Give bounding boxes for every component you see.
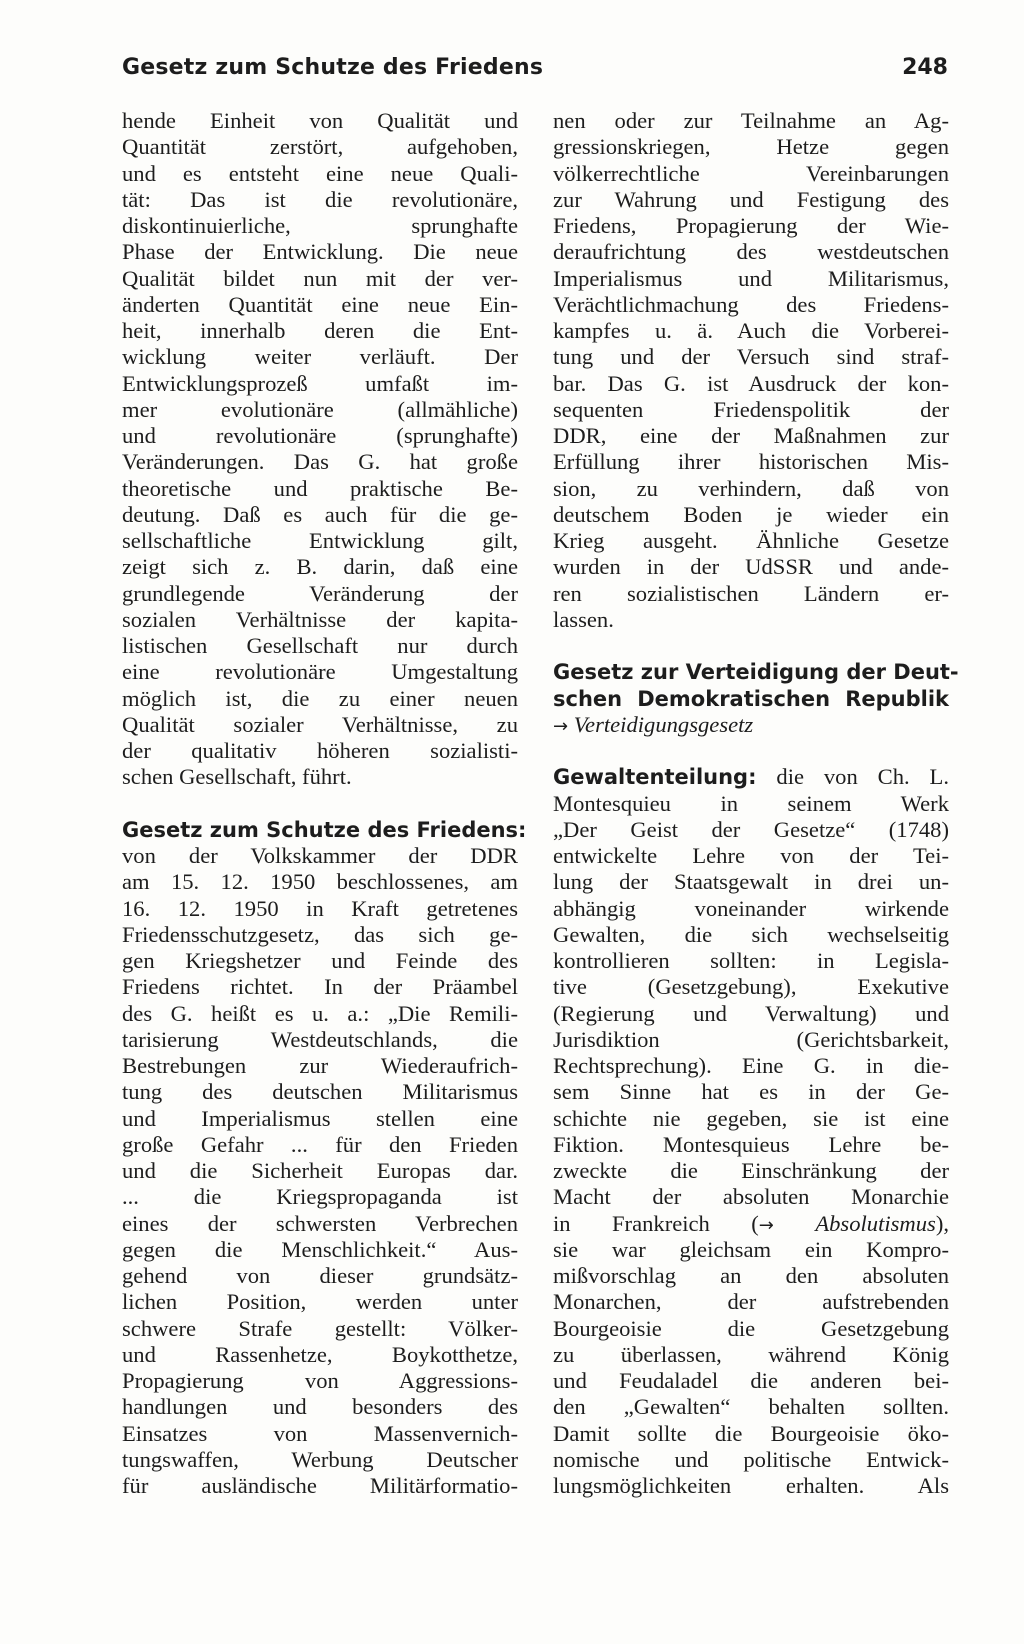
text-line: eines der schwersten Verbrechen	[122, 1210, 518, 1236]
cross-reference-arrow-icon: →	[758, 1214, 774, 1236]
entry-headword: Gewaltenteilung:	[553, 765, 757, 790]
text-line: lung der Staatsgewalt in drei un-	[553, 869, 949, 895]
text-line: und es entsteht eine neue Quali-	[122, 160, 518, 186]
text-line: entwickelte Lehre von der Tei-	[553, 843, 949, 868]
text-line: Erfüllung ihrer historischen Mis-	[553, 449, 949, 475]
text-line: mer evolutionäre (allmähliche)	[122, 396, 518, 422]
entry-gewaltenteilung: Gewaltenteilung: die von Ch. L. Montesquieu in seinem Werk „Der Geist der Gesetze“ (1748) entwickelte Lehre von der Tei- lung der Staatsgewalt in drei un- abhängig voneinander wirkende Gewalten, die sich wechselseitig kontrollieren sollten: in Legisla- tive (Gesetzgebung), Exekutive (Regierung und Verwaltung) und Jurisdiktion (Gerichtsbarkeit, Rechtsprechung). Eine G. in die- sem Sinne hat es in der Ge- schichte nie gegeben, sie ist eine Fiktion. Montesquieus Lehre be- zweckte die Einschränkung der Macht der absoluten Monarchie in Frankreich (→ Absolutismus), sie war gleichsam ein Kompro- mißvorschlag an den absoluten Monarchen, der aufstrebenden Bourgeoisie die Gesetzgebung zu überlassen, während König und Feudaladel die anderen bei- den „Gewalten“ behalten sollten. Damit sollte die Bourgeoisie öko- nomische und politische Entwick- lungsmöglichkeiten erhalten. Als	[553, 764, 950, 1498]
entry-gesetz-zur-verteidigung	[553, 659, 959, 738]
text-line: Macht der absoluten Monarchie	[553, 1184, 949, 1210]
entry-headword: Gesetz zur Verteidigung der Deut-	[553, 660, 959, 685]
text-line: listischen Gesellschaft nur durch	[122, 633, 518, 658]
text-line: DDR, eine der Maßnahmen zur	[553, 423, 949, 448]
text-line: gressionskriegen, Hetze gegen	[553, 134, 949, 160]
text-line: Friedens, Propagierung der Wie-	[553, 213, 949, 238]
text-line: der qualitativ höheren sozialisti-	[122, 738, 518, 763]
text-line: Imperialismus und Militarismus,	[553, 265, 949, 291]
text-line: tät: Das ist die revolutionäre,	[122, 186, 518, 212]
text-line: ... die Kriegspropaganda ist	[122, 1184, 518, 1210]
text-line: lungsmöglichkeiten erhalten. Als	[553, 1473, 949, 1498]
text-line: sem Sinne hat es in der Ge-	[553, 1079, 949, 1105]
text-line: Propagierung von Aggressions-	[122, 1368, 518, 1393]
text-line: zweckte die Einschränkung der	[553, 1158, 949, 1183]
text-line: und Rassenhetze, Boykotthetze,	[122, 1341, 518, 1367]
text-line: tung des deutschen Militarismus	[122, 1079, 518, 1105]
continued-paragraph	[122, 108, 518, 791]
text-line: eine revolutionäre Umgestaltung	[122, 659, 518, 685]
text-line: Fiktion. Montesquieus Lehre be-	[553, 1131, 949, 1157]
text-line: für ausländische Militärformatio-	[122, 1473, 518, 1498]
entry-body	[553, 791, 949, 1211]
text-line: deutung. Daß es auch für die ge-	[122, 501, 518, 527]
text-line: Gewalten, die sich wechselseitig	[553, 921, 949, 947]
text-line: änderten Quantität eine neue Ein-	[122, 291, 518, 317]
text-line: des G. heißt es u. a.: „Die Remili-	[122, 1000, 518, 1026]
entry-body-continued	[553, 1237, 949, 1500]
text-line: abhängig voneinander wirkende	[553, 895, 949, 921]
cross-reference-arrow-icon: →	[553, 715, 569, 737]
text-line: Qualität sozialer Verhältnisse, zu	[122, 711, 518, 737]
text-line: sellschaftliche Entwicklung gilt,	[122, 528, 518, 553]
page-number: 248	[902, 55, 948, 80]
text-line: deutschem Boden je wieder ein	[553, 501, 949, 527]
text-line: Friedensschutzgesetz, das sich ge-	[122, 921, 518, 947]
text-line: und revolutionäre (sprunghafte)	[122, 423, 518, 448]
text-line: grundlegende Veränderung der	[122, 580, 518, 606]
text-line: sie war gleichsam ein Kompro-	[553, 1236, 949, 1262]
text-line: handlungen und besonders des	[122, 1394, 518, 1420]
text-line: den „Gewalten“ behalten sollten.	[553, 1394, 949, 1420]
text-line: schen Gesellschaft, führt.	[122, 764, 352, 790]
text-line: schichte nie gegeben, sie ist eine	[553, 1105, 949, 1131]
text-line: lichen Position, werden unter	[122, 1289, 518, 1315]
text-line: zur Wahrung und Festigung des	[553, 186, 949, 212]
text-line: Qualität bildet nun mit der ver-	[122, 265, 518, 291]
text-line: tungswaffen, Werbung Deutscher	[122, 1446, 518, 1472]
text-line: Verächtlichmachung des Friedens-	[553, 291, 949, 317]
running-head-title: Gesetz zum Schutze des Friedens	[122, 55, 544, 80]
text-line: Monarchen, der aufstrebenden	[553, 1289, 949, 1315]
text-line: nomische und politische Entwick-	[553, 1446, 949, 1472]
text-line: große Gefahr ... für den Frieden	[122, 1131, 518, 1157]
text-line: völkerrechtliche Vereinbarungen	[553, 160, 949, 186]
text-line: und Imperialismus stellen eine	[122, 1105, 518, 1131]
text-line: „Der Geist der Gesetze“ (1748)	[553, 816, 949, 842]
entry-headword: Gesetz zum Schutze des Friedens:	[122, 817, 527, 842]
text-line: diskontinuierliche, sprunghafte	[122, 213, 518, 238]
text-line: hende Einheit von Qualität und	[122, 108, 518, 133]
text-line: Bestrebungen zur Wiederaufrich-	[122, 1053, 518, 1078]
text-line: sequenten Friedenspolitik der	[553, 396, 949, 422]
text-line: tive (Gesetzgebung), Exekutive	[553, 974, 949, 1000]
left-column	[122, 108, 527, 1499]
text-line: Jurisdiktion (Gerichtsbarkeit,	[553, 1026, 949, 1052]
text-line: kontrollieren sollten: in Legisla-	[553, 948, 949, 973]
text-line: lassen.	[553, 606, 614, 632]
text-line: bar. Das G. ist Ausdruck der kon-	[553, 370, 949, 396]
text-line: sozialen Verhältnisse der kapita-	[122, 606, 518, 632]
right-column	[553, 108, 959, 1499]
text-line: Friedens richtet. In der Präambel	[122, 974, 518, 1000]
text-line: kampfes u. ä. Auch die Vorberei-	[553, 318, 949, 343]
text-line: gehend von dieser grundsätz-	[122, 1263, 518, 1288]
entry-headword-continued: schen Demokratischen Republik	[553, 686, 949, 711]
text-line: tung und der Versuch sind straf-	[553, 344, 949, 370]
text-line: zeigt sich z. B. darin, daß eine	[122, 554, 518, 580]
text-line: sion, zu verhindern, daß von	[553, 475, 949, 501]
text-line: Bourgeoisie die Gesetzgebung	[553, 1315, 949, 1341]
text-line: Veränderungen. Das G. hat große	[122, 449, 518, 475]
text-line: Damit sollte die Bourgeoisie öko-	[553, 1420, 949, 1446]
text-line: schwere Strafe gestellt: Völker-	[122, 1315, 518, 1341]
text-line: theoretische und praktische Be-	[122, 475, 518, 501]
text-line: mißvorschlag an den absoluten	[553, 1263, 949, 1288]
text-line: Rechtsprechung). Eine G. in die-	[553, 1053, 949, 1078]
text-line: möglich ist, die zu einer neuen	[122, 685, 518, 711]
entry-body	[122, 843, 518, 1499]
text-line: und Feudaladel die anderen bei-	[553, 1368, 949, 1393]
entry-text: die von Ch. L.	[776, 764, 949, 790]
text-line: Quantität zerstört, aufgehoben,	[122, 134, 518, 160]
text-line: Entwicklungsprozeß umfaßt im-	[122, 370, 518, 396]
running-head	[122, 55, 948, 85]
text-line: zu überlassen, während König	[553, 1341, 949, 1367]
text-line: gen Kriegshetzer und Feinde des	[122, 948, 518, 973]
text-line: heit, innerhalb deren die Ent-	[122, 318, 518, 343]
text-line: Montesquieu in seinem Werk	[553, 790, 949, 816]
text-line: wurden in der UdSSR und ande-	[553, 554, 949, 580]
text-line: tarisierung Westdeutschlands, die	[122, 1026, 518, 1052]
text-line: 16. 12. 1950 in Kraft getretenes	[122, 895, 518, 921]
text-line: deraufrichtung des westdeutschen	[553, 239, 949, 265]
text-line: wicklung weiter verläuft. Der	[122, 344, 518, 370]
continued-paragraph	[553, 108, 949, 633]
text-line: Phase der Entwicklung. Die neue	[122, 239, 518, 265]
text-line: Krieg ausgeht. Ähnliche Gesetze	[553, 528, 949, 553]
text-line: (Regierung und Verwaltung) und	[553, 1000, 949, 1026]
cross-reference-link[interactable]: Absolutismus	[815, 1210, 936, 1236]
entry-gesetz-zum-schutze-des-friedens	[122, 817, 527, 1500]
text-line: gegen die Menschlichkeit.“ Aus-	[122, 1236, 518, 1262]
text-line: nen oder zur Teilnahme an Ag-	[553, 108, 949, 133]
text-line: am 15. 12. 1950 beschlossenes, am	[122, 869, 518, 895]
text-line: Einsatzes von Massenvernich-	[122, 1420, 518, 1446]
text-line: und die Sicherheit Europas dar.	[122, 1158, 518, 1183]
text-line: ren sozialistischen Ländern er-	[553, 580, 949, 606]
text-line: von der Volkskammer der DDR	[122, 843, 518, 868]
cross-reference-link[interactable]: Verteidigungsgesetz	[573, 711, 754, 737]
